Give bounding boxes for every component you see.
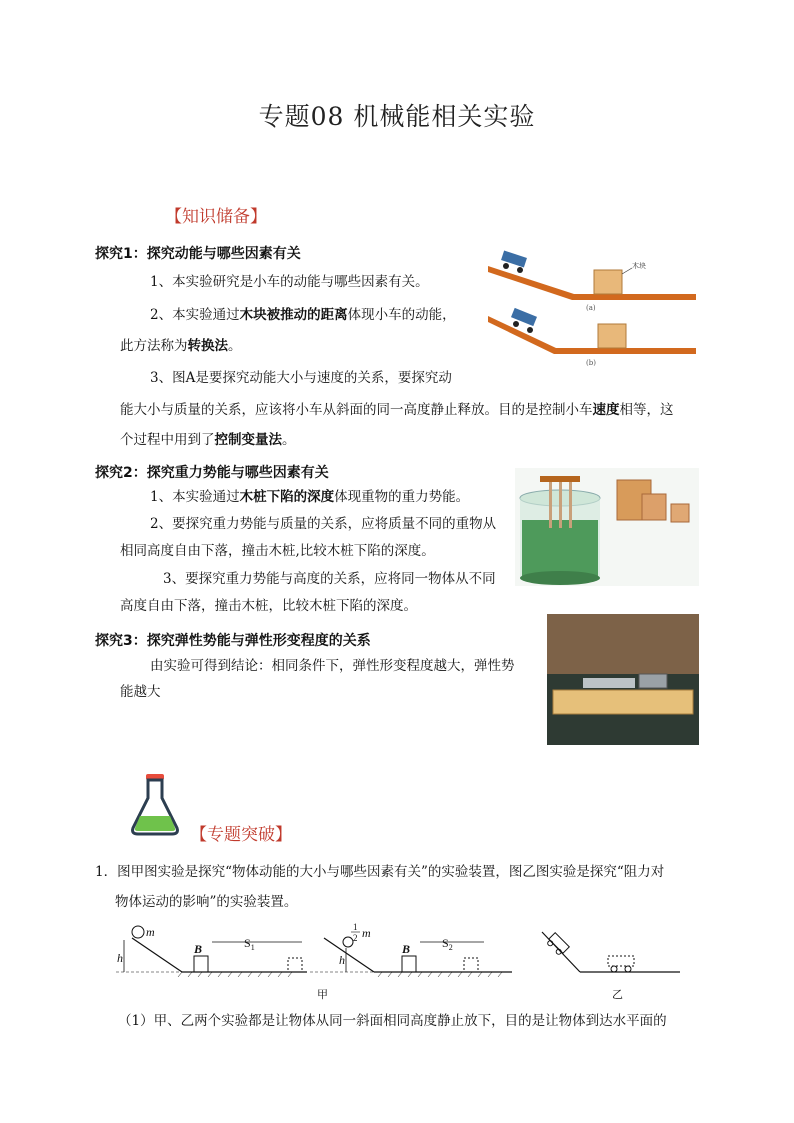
sand-tank-figure <box>515 468 699 586</box>
e1-line-1: 1、本实验研究是小车的动能与哪些因素有关。 <box>150 274 429 290</box>
flask-icon <box>130 772 180 836</box>
ball-m <box>132 926 144 938</box>
wood-cube-small <box>671 504 689 522</box>
block-B-1 <box>194 956 208 972</box>
block-B-2 <box>402 956 416 972</box>
wood-cube-medium <box>642 494 666 520</box>
fig-label-b: (b) <box>586 359 596 367</box>
label-m: m <box>146 925 155 939</box>
e1-line-2: 2、本实验通过木块被推动的距离体现小车的动能， <box>150 307 456 323</box>
label-h-2: h <box>339 953 345 967</box>
spring <box>583 678 635 688</box>
fig-label-a: (a) <box>586 304 596 312</box>
stake-1 <box>549 482 552 528</box>
e2-line-3: 相同高度自由下落，撞击木桩,比较木桩下陷的深度。 <box>120 543 435 559</box>
stake-2 <box>559 482 562 528</box>
label-B-2: B <box>402 942 411 956</box>
label-half-den: 2 <box>353 933 358 943</box>
ball-half-m <box>343 937 353 947</box>
weight-plate <box>540 476 580 482</box>
e1-line-3: 此方法称为转换法。 <box>120 338 242 354</box>
e3-line-2: 能越大 <box>120 684 161 700</box>
section-tag-breakthrough: 【专题突破】 <box>190 825 292 845</box>
e1-line-5: 能大小与质量的关系，应该将小车从斜面的同一高度静止释放。目的是控制小车速度相等，这 <box>120 402 674 418</box>
experiment-1-heading: 探究1：探究动能与哪些因素有关 <box>95 246 301 262</box>
question-1-line-2: 物体运动的影响”的实验装置。 <box>115 894 298 910</box>
e2-line-5: 高度自由下落，撞击木桩，比较木桩下陷的深度。 <box>120 598 417 614</box>
cart-a <box>501 251 527 273</box>
page-title: 专题08 机械能相关实验 <box>258 102 536 131</box>
toy-car <box>639 674 667 688</box>
question-1-sub-1: （1）甲、乙两个实验都是让物体从同一斜面相同高度静止放下，目的是让物体到达水平面的 <box>118 1013 667 1029</box>
question-1-line-1: 1．图甲图实验是探究“物体动能的大小与哪些因素有关”的实验装置，图乙图实验是探究“阻力对 <box>95 864 665 880</box>
experiment-3-heading: 探究3：探究弹性势能与弹性形变程度的关系 <box>95 633 371 649</box>
stake-3 <box>569 482 572 528</box>
cart-yi-incline <box>546 933 570 957</box>
incline-track-b <box>488 316 696 354</box>
ruler-track <box>553 690 693 714</box>
e2-line-4: 3、要探究重力势能与高度的关系，应将同一物体从不同 <box>163 571 496 587</box>
wood-block-b <box>598 324 626 348</box>
label-half-num: 1 <box>353 922 358 932</box>
label-jia: 甲 <box>317 989 328 1001</box>
label-yi: 乙 <box>612 989 623 1001</box>
section-tag-knowledge: 【知识储备】 <box>165 207 267 227</box>
question-1-figure <box>112 920 682 1004</box>
cart-yi-flat <box>608 956 634 972</box>
wood-block-a <box>594 270 622 294</box>
label-s1: $S_1$ <box>244 936 255 952</box>
experiment-2-heading: 探究2：探究重力势能与哪些因素有关 <box>95 465 329 481</box>
e2-line-2: 2、要探究重力势能与质量的关系，应将质量不同的重物从 <box>150 516 497 532</box>
label-B-1: B <box>194 942 203 956</box>
e1-line-6: 个过程中用到了控制变量法。 <box>120 432 296 448</box>
label-s2: $S_2$ <box>442 936 453 952</box>
spring-experiment-photo <box>547 614 699 745</box>
label-h-1: h <box>117 951 123 965</box>
block-label: 木块 <box>632 262 646 270</box>
e2-line-1: 1、本实验通过木桩下陷的深度体现重物的重力势能。 <box>150 489 470 505</box>
sand-fill <box>522 520 598 578</box>
label-m-2: m <box>362 926 371 940</box>
incline-cart-figure <box>486 248 698 368</box>
e1-line-4: 3、图A是要探究动能大小与速度的关系，要探究动 <box>150 370 452 386</box>
e3-line-1: 由实验可得到结论：相同条件下，弹性形变程度越大，弹性势 <box>150 658 515 674</box>
